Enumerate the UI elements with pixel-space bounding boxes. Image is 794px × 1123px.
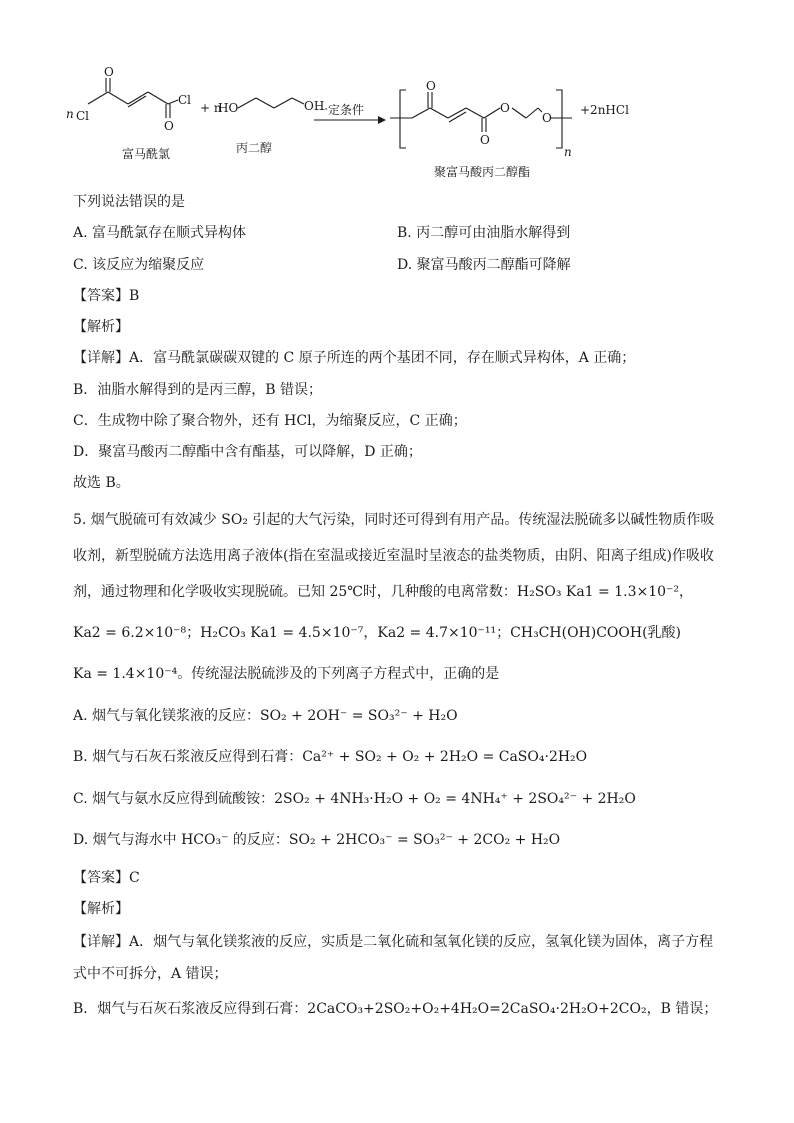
label-product: 聚富马酸丙二醇酯	[434, 165, 531, 179]
q5-stem-line1: 5. 烟气脱硫可有效减少 SO₂ 引起的大气污染，同时还可得到有用产品。传统湿法脱硫多以碱性物质作吸	[73, 512, 715, 528]
q4-conclusion: 故选 B。	[73, 475, 130, 491]
scheme-product-o-chain: O	[500, 101, 510, 115]
scheme-product-o-ester: O	[480, 133, 490, 147]
q4-detail-a: 【详解】A．富马酰氯碳碳双键的 C 原子所连的两个基团不同，存在顺式异构体，A 正确；	[73, 350, 636, 366]
q5-option-d: D. 烟气与海水中 HCO₃⁻ 的反应：SO₂ + 2HCO₃⁻ = SO₃²⁻ + 2CO₂ + H₂O	[73, 832, 561, 848]
q5-detail-b: B．烟气与石灰石浆液反应得到石膏：2CaCO₃+2SO₂+O₂+4H₂O=2CaSO₄·2H₂O+2CO₂，B 错误；	[73, 1001, 718, 1017]
scheme-o-top2: O	[164, 119, 174, 133]
q5-stem-line4: Ka2 = 6.2×10⁻⁸；H₂CO₃ Ka1 = 4.5×10⁻⁷，Ka2 = 4.7×10⁻¹¹；CH₃CH(OH)COOH(乳酸)	[73, 625, 682, 641]
scheme-product-o-top: O	[426, 79, 436, 93]
q4-detail-b: B．油脂水解得到的是丙三醇，B 错误；	[73, 382, 323, 398]
reaction-scheme	[60, 62, 700, 192]
q4-detail-d: D．聚富马酸丙二醇酯中含有酯基，可以降解，D 正确；	[73, 444, 422, 460]
q5-stem-line5: Ka = 1.4×10⁻⁴。传统湿法脱硫涉及的下列离子方程式中，正确的是	[73, 666, 500, 682]
scheme-plus-n: + n	[200, 101, 222, 115]
q4-option-c: C. 该反应为缩聚反应	[73, 257, 205, 273]
scheme-cl-right: Cl	[178, 93, 192, 107]
q5-analysis-label: 【解析】	[73, 901, 129, 917]
scheme-product-n: n	[564, 145, 572, 159]
q4-answer: 【答案】B	[73, 288, 140, 304]
scheme-condition: 一定条件	[316, 103, 365, 117]
q5-detail-a-line1: 【详解】A．烟气与氧化镁浆液的反应，实质是二氧化硫和氢氧化镁的反应，氢氧化镁为固体，离子方程	[73, 934, 714, 950]
q5-stem-line2: 收剂，新型脱硫方法选用离子液体(指在室温或接近室温时呈液态的盐类物质，由阴、阳离子组成)作吸收	[73, 548, 714, 564]
label-reactant2: 丙二醇	[236, 141, 273, 155]
q5-answer: 【答案】C	[73, 870, 140, 886]
q5-option-a: A. 烟气与氧化镁浆液的反应：SO₂ + 2OH⁻ = SO₃²⁻ + H₂O	[73, 708, 458, 724]
scheme-cl-left: Cl	[76, 109, 90, 123]
scheme-product-o-end: O	[542, 111, 552, 125]
q4-option-d: D. 聚富马酸丙二醇酯可降解	[397, 257, 571, 273]
q4-option-a: A. 富马酰氯存在顺式异构体	[73, 225, 247, 241]
q4-detail-c: C．生成物中除了聚合物外，还有 HCl，为缩聚反应，C 正确；	[73, 413, 467, 429]
scheme-n-prefix: n	[66, 107, 74, 121]
scheme-byproduct: +2nHCl	[580, 103, 629, 117]
q4-analysis-label: 【解析】	[73, 319, 129, 335]
label-reactant1: 富马酰氯	[122, 147, 171, 161]
q5-stem-line3: 剂，通过物理和化学吸收实现脱硫。已知 25℃时，几种酸的电离常数：H₂SO₃ Ka1 = 1.3×10⁻²，	[73, 584, 694, 600]
q5-option-b: B. 烟气与石灰石浆液反应得到石膏：Ca²⁺ + SO₂ + O₂ + 2H₂O = CaSO₄·2H₂O	[73, 749, 588, 765]
scheme-o-top1: O	[104, 65, 114, 79]
q4-option-b: B. 丙二醇可由油脂水解得到	[397, 225, 571, 241]
scheme-oh: OH	[304, 99, 325, 113]
q5-detail-a-line2: 式中不可拆分，A 错误；	[73, 966, 228, 982]
q4-stem: 下列说法错误的是	[73, 194, 185, 210]
q5-option-c: C. 烟气与氨水反应得到硫酸铵：2SO₂ + 4NH₃·H₂O + O₂ = 4NH₄⁺ + 2SO₄²⁻ + 2H₂O	[73, 791, 636, 807]
scheme-ho: HO	[218, 101, 239, 115]
